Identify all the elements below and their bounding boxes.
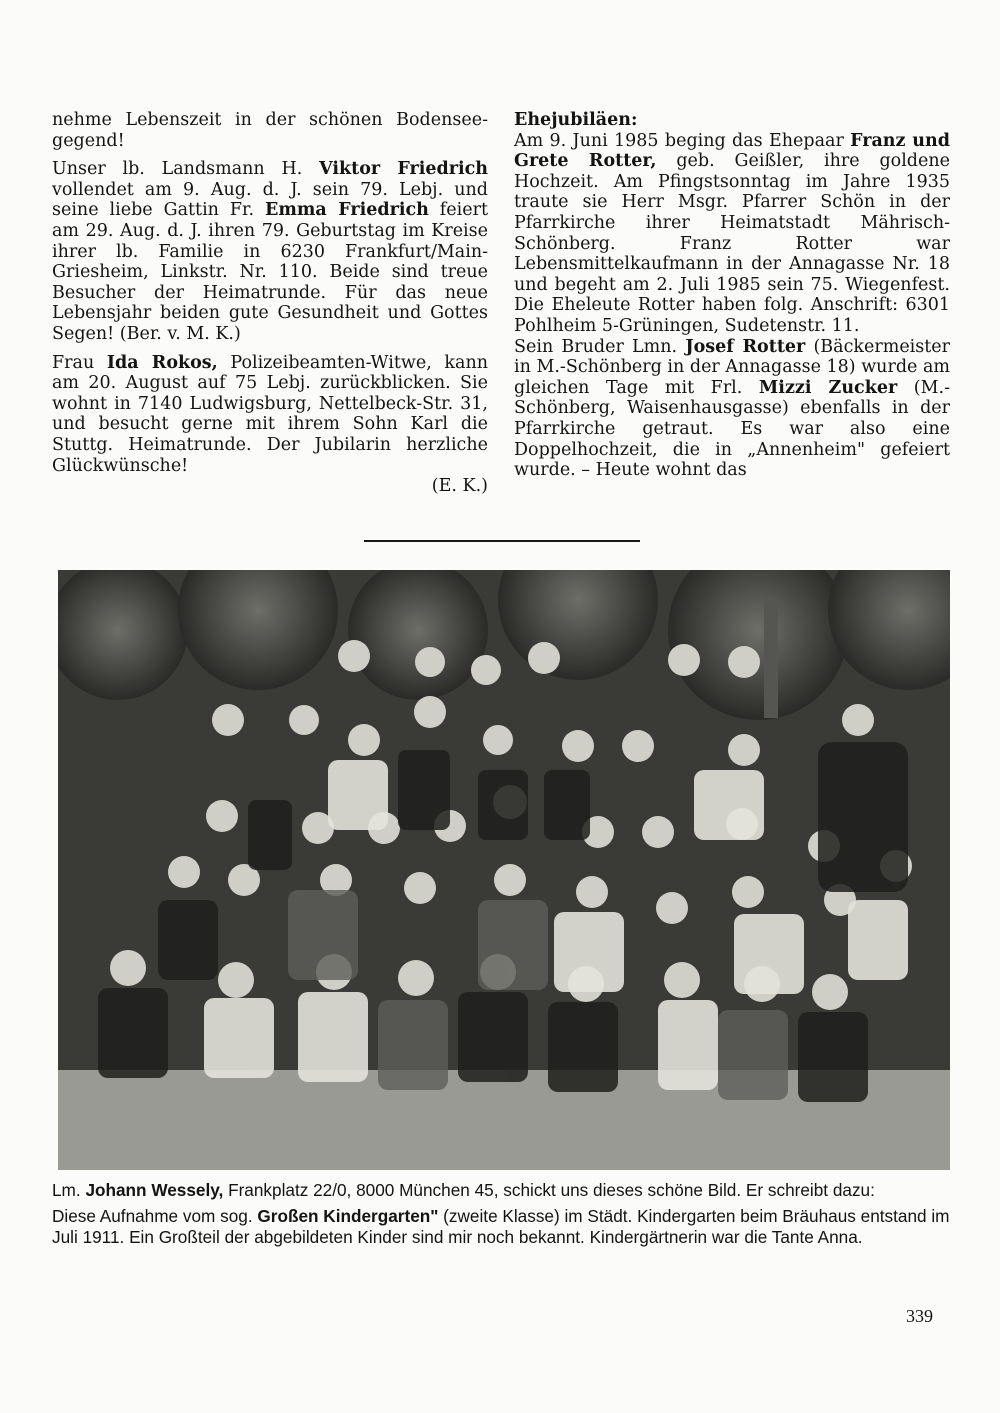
text-run: Diese Aufnahme vom sog. (52, 1206, 258, 1227)
left-column (52, 110, 488, 497)
text-run: Lm. (52, 1180, 86, 1200)
name-franz-grete-rotter: Franz und Grete Rotter, (514, 130, 950, 172)
signature-ek: (E. K.) (431, 476, 488, 497)
left-paragraph-3 (52, 353, 488, 477)
text-run: Am 9. Juni 1985 beging das Ehepaar (514, 130, 851, 151)
text-run: Frau (52, 352, 107, 373)
name-mizzi-zucker: Mizzi Zucker (758, 377, 898, 398)
text-run: Polizeibeamten-Witwe, kann am 20. August auf 75 Lebj. zurückblicken. Sie wohnt in 7140 Ludwigsburg, Nettelbeck-Str. 31, und besucht gerne mit ihrem Sohn Karl die Stuttg. Heimatrunde. Der Jubilarin herzliche Glückwünsche! (52, 352, 488, 476)
left-paragraph-1: nehme Lebenszeit in der schönen Bodensee-gegend! (52, 110, 488, 151)
name-josef-rotter: Josef Rotter (685, 336, 806, 357)
text-run: vollendet am 9. Aug. d. J. sein 79. Lebj. und seine liebe Gattin Fr. (52, 179, 488, 221)
kindergarten-group-photo (58, 570, 950, 1170)
photo-caption (52, 1180, 952, 1253)
left-paragraph-2 (52, 159, 488, 344)
name-viktor-friedrich: Viktor Friedrich (319, 159, 488, 180)
caption-line-1 (52, 1180, 952, 1200)
section-heading: Ehejubiläen: (514, 110, 638, 130)
text-run: geb. Geißler, ihre goldene Hochzeit. Am Pfingstsonntag im Jahre 1935 traute sie Herr Msgr. Pfarrer Schön in der Pfarrkirche ihrer Heimatstadt Mährisch-Schönberg. Franz Rotter war Lebensmittelkaufmann in der Annagasse Nr. 18 und begeht am 2. Juli 1985 sein 75. Wiegenfest. Die Eheleute Rotter haben folg. Anschrift: 6301 Pohlheim 5-Grüningen, Sudetenstr. 11. (514, 151, 950, 336)
text-run: (zweite Klasse) im Städt. Kindergarten beim Bräuhaus entstand im Juli 1911. Ein Großteil der abgebildeten Kinder sind mir noch bekannt. Kindergärtnerin war die Tante Anna. (52, 1206, 950, 1247)
right-column (514, 110, 950, 489)
right-paragraph-1 (514, 131, 950, 337)
text-run: (M.-Schönberg, Waisenhausgasse) ebenfalls in der Pfarrkirche getraut. Es war also eine Doppelhochzeit, die in „Annenheim" gefeiert wurde. – Heute wohnt das (514, 377, 950, 481)
text-run: (Bäckermeister in M.-Schönberg in der Annagasse 18) wurde am gleichen Tage mit Frl. (514, 336, 951, 398)
name-emma-friedrich: Emma Friedrich (265, 200, 429, 221)
caption-line-2 (52, 1206, 952, 1247)
text-run: Sein Bruder Lmn. (514, 336, 686, 357)
kindergarten-name: Großen Kindergarten" (257, 1206, 439, 1227)
text-run: Frankplatz 22/0, 8000 München 45, schickt uns dieses schöne Bild. Er schreibt dazu: (223, 1180, 875, 1200)
divider-rule (364, 540, 640, 542)
name-ida-rokos: Ida Rokos, (106, 352, 218, 373)
name-johann-wessely: Johann Wessely, (85, 1180, 224, 1200)
page-number: 339 (906, 1306, 933, 1326)
photo-illustration (58, 570, 950, 1170)
text-run: feiert am 29. Aug. d. J. ihren 79. Geburtstag im Kreise ihrer lb. Familie in 6230 Frankfurt/Main-Griesheim, Linkstr. Nr. 110. Beide sind treue Besucher der Heimatrunde. Für das neue Lebensjahr beiden gute Gesundheit und Gottes Segen! (Ber. v. M. K.) (52, 200, 488, 344)
right-paragraph-2 (514, 337, 950, 481)
text-run: Unser lb. Landsmann H. (52, 159, 320, 180)
